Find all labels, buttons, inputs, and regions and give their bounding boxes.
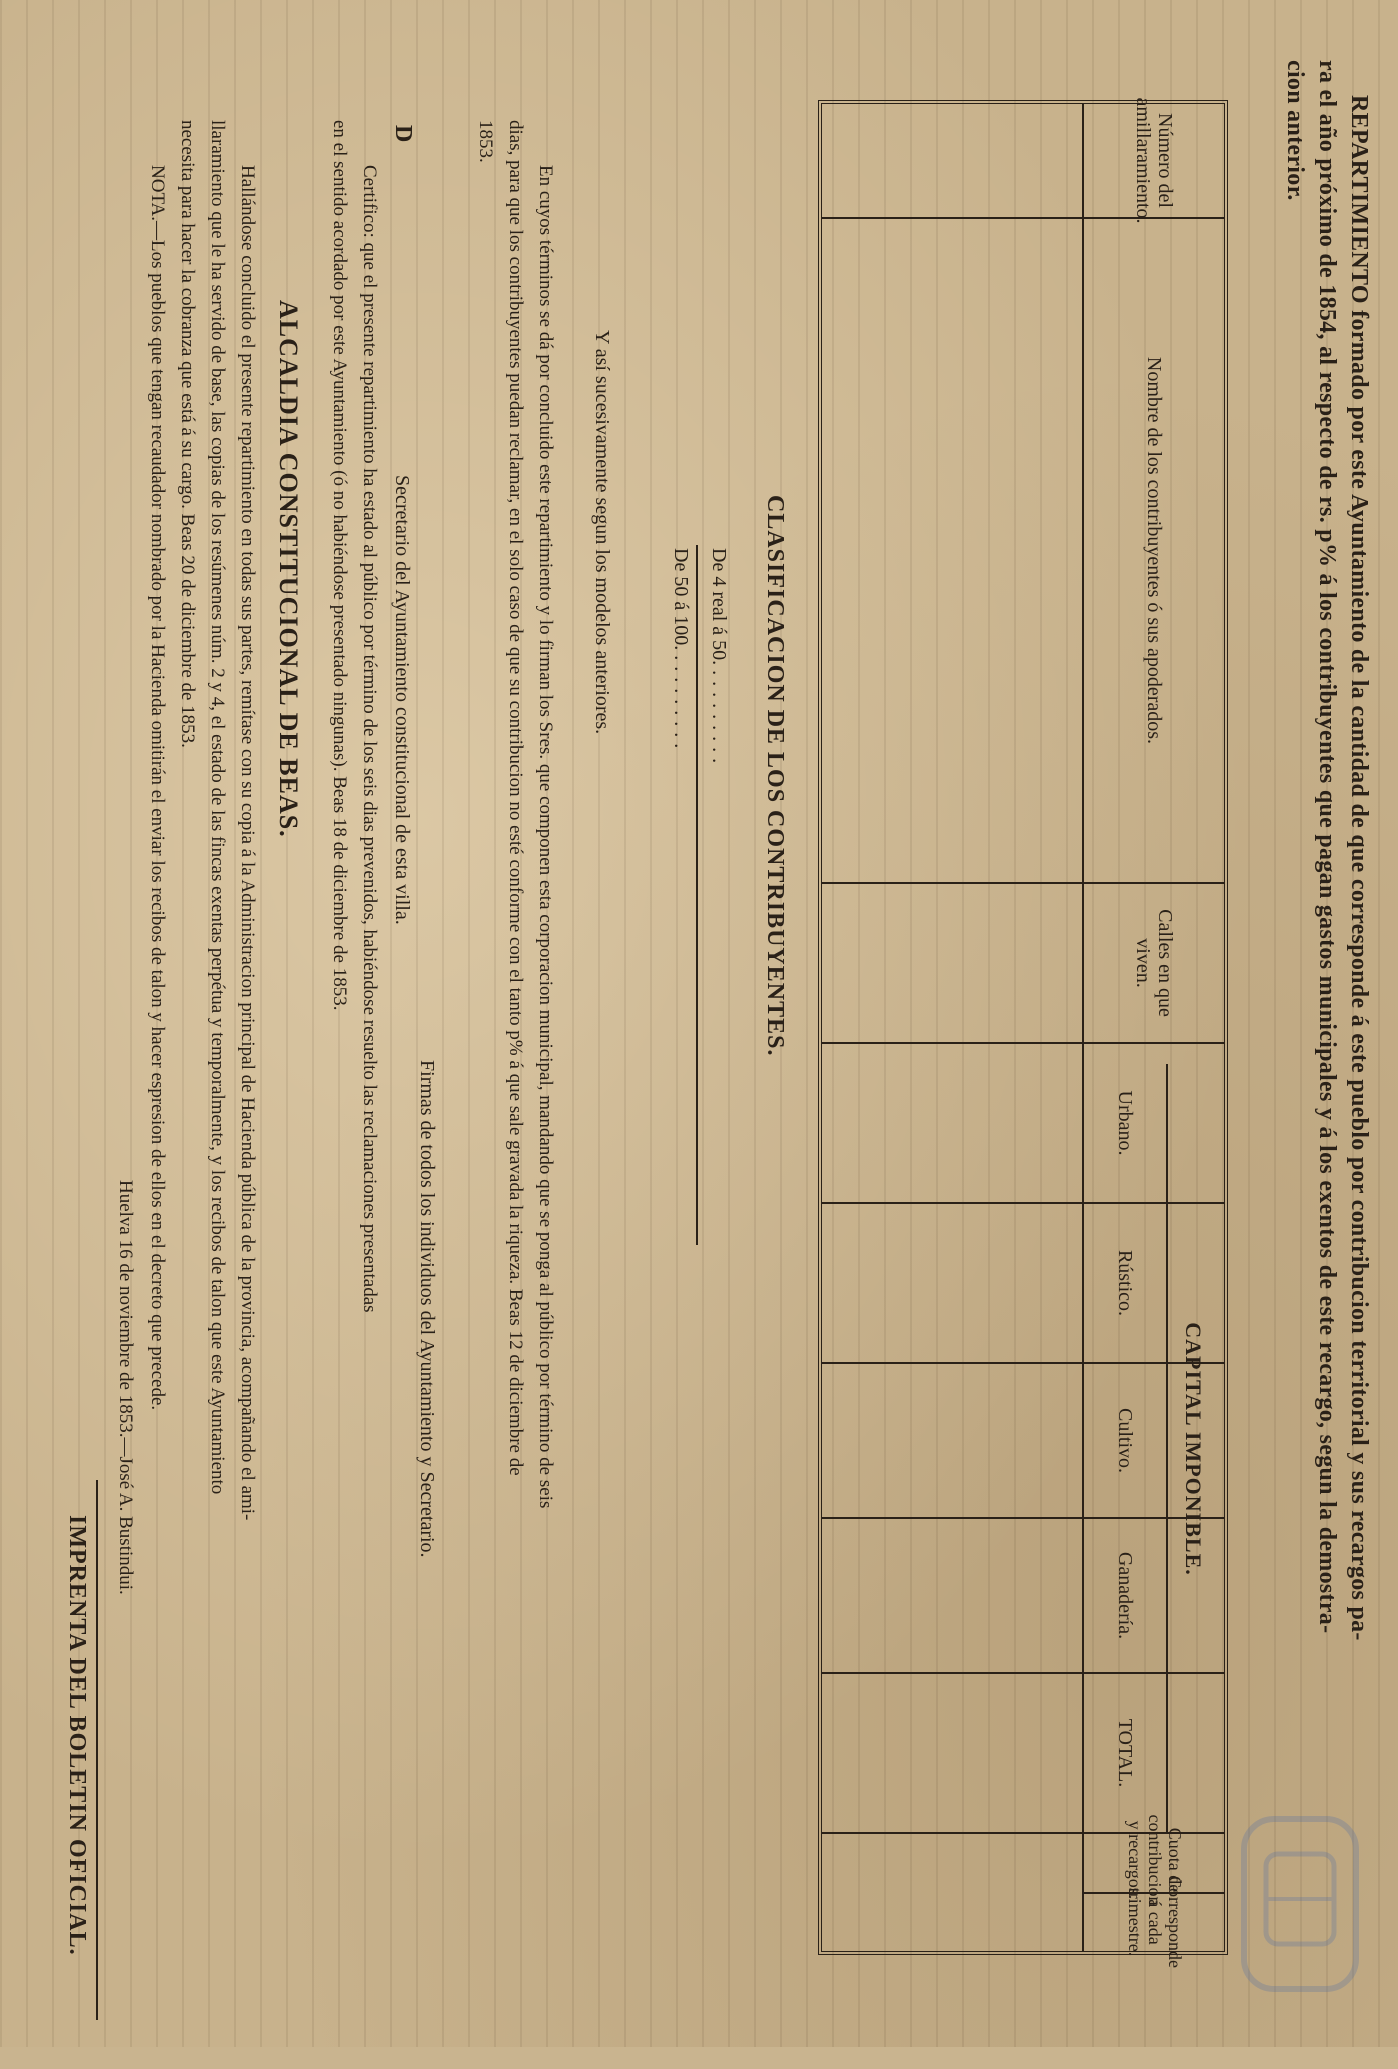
col-cultivo (822, 1364, 1224, 1519)
huelva-date: Huelva 16 de noviembre de 1853.—José A. Bustindui. (115, 1180, 136, 1595)
col-total (822, 1674, 1224, 1834)
hallandose-line-2: llaramiento que le ha servido de base, las copias de los resúmenes núm. 2 y 4, el estado de las fincas exentas perpétua y temporalmente, y los recibos de talon que este Ayuntamiento (207, 120, 228, 1495)
asi-sucesivamente: Y así sucesivamente segun los modelos anteriores. (591, 330, 613, 735)
clasificacion-row-1-dots: ......... (708, 670, 730, 770)
d-initial: D (390, 125, 416, 143)
header-rule (1082, 104, 1084, 1951)
clasificacion-row-2-label: De 50 á 100. (670, 548, 692, 651)
col-ganaderia (822, 1519, 1224, 1674)
certifico-line-1: Certifico: que el presente repartimiento ha estado al público por término de los seis dias prevenidos, habiéndose resuelto las reclamaciones presentadas (359, 165, 380, 1313)
header-numero: Número del amillaramiento. (1132, 97, 1176, 224)
col-nombre (822, 219, 1224, 884)
header-calles: Calles en que viven. (1132, 909, 1176, 1017)
firmas: Firmas de todos los individuos del Ayuntamiento y Secretario. (416, 1060, 438, 1558)
col-calles (822, 884, 1224, 1044)
terminos-line-1: En cuyos términos se dá por concluido este repartimiento y lo firman los Sres. que componen esta corporacion municipal, mandando que se ponga al público por término de seis (535, 165, 556, 1509)
header-line-1: REPARTIMIENTO formado por este Ayuntamiento de la cantidad de que corresponde á este pueblo por contribucion territorial y sus recargos pa- (1346, 95, 1372, 1641)
terminos-line-2: dias, para que los contribuyentes puedan reclamar, en el solo caso de que su contribucion no esté conforme con el tanto p% á que sale gravada la riqueza. Beas 12 de diciembre de (505, 120, 526, 1476)
hallandose-line-1: Hallándose concluido el presente repartimiento en todas sus partes, remítase con su copia á la Administracion principal de Hacienda pública de la provincia, acompañando el ami- (237, 165, 258, 1521)
col-urbano (822, 1044, 1224, 1204)
clasificacion-row-2 (669, 548, 692, 754)
terminos-line-3: 1853. (475, 120, 496, 163)
library-stamp-icon (1226, 1799, 1376, 2029)
hallandose-line-3: necesita para hacer la cobranza que está á su cargo. Beas 20 de diciembre de 1853. (177, 120, 198, 748)
clasificacion-title: CLASIFICACION DE LOS CONTRIBUYENTES. (762, 495, 788, 1057)
clasificacion-rule (696, 545, 698, 1245)
header-rustico: Rústico. (1114, 1249, 1136, 1317)
header-cultivo: Cultivo. (1114, 1407, 1136, 1473)
header-corresponde: Corresponde á cada trimestre. (1125, 1876, 1185, 1968)
header-capital-imponible: CAPITAL IMPONIBLE. (1181, 1322, 1206, 1576)
secretario: Secretario del Ayuntamiento constitucional de esta villa. (391, 475, 413, 925)
imprenta: IMPRENTA DEL BOLETIN OFICIAL. (64, 1515, 90, 1956)
clasificacion-row-1 (707, 548, 730, 769)
header-total: TOTAL. (1114, 1718, 1136, 1788)
header-line-3: cion anterior. (1282, 60, 1308, 201)
clasificacion-row-1-label: De 4 real á 50. (708, 548, 730, 666)
nota: NOTA.—Los pueblos que tengan recaudador nombrado por la Hacienda omitirán el enviar los recibos de talon y hacer espresion de ellos en el decreto que precede. (147, 165, 168, 1411)
header-cuota: Cuota de contribucion y recargos. (1125, 1814, 1185, 1906)
header-nombre: Nombre de los contribuyentes ó sus apoderados. (1143, 356, 1165, 745)
col-rustico (822, 1204, 1224, 1364)
header-ganaderia: Ganadería. (1114, 1551, 1136, 1640)
certifico-line-2: en el sentido acordado por este Ayuntamiento (ó no habiéndose presentado ningunas). Beas 18 de diciembre de 1853. (329, 120, 350, 1011)
clasificacion-row-2-dots: ......... (670, 655, 692, 755)
header-line-2: ra el año próximo de 1854, al respecto de rs. p% á los contribuyentes que pagan gastos municipales y á los exentos de este recargo, segun la demostra- (1314, 60, 1340, 1634)
col-numero (822, 97, 1224, 224)
repartimiento-table (818, 97, 1228, 1968)
footer-rule (96, 1480, 98, 2020)
header-urbano: Urbano. (1114, 1090, 1136, 1156)
alcaldia: ALCALDIA CONSTITUCIONAL DE BEAS. (274, 300, 303, 838)
